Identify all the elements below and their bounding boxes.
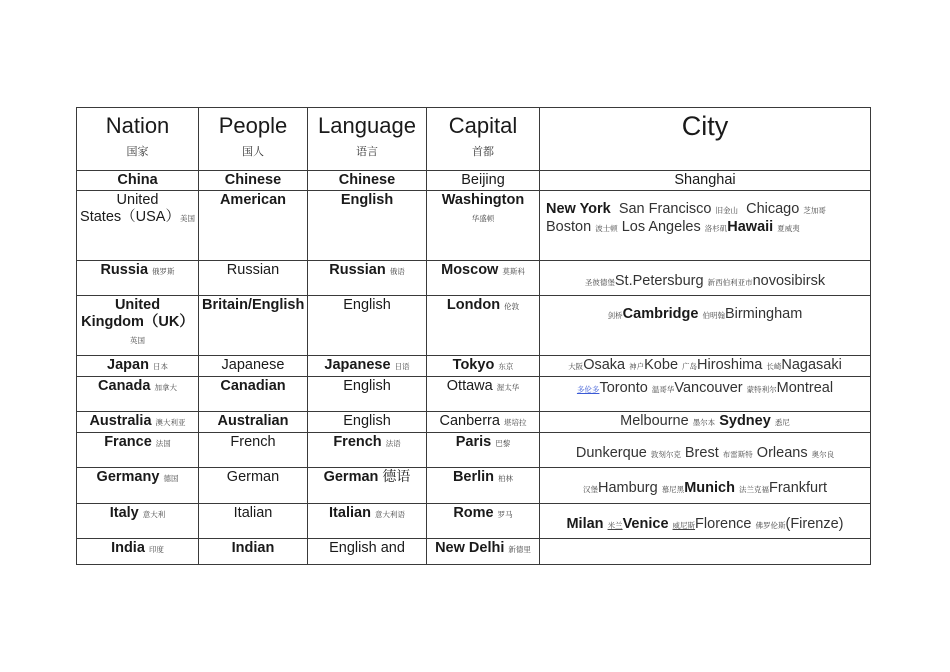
capital-cell [427, 412, 540, 433]
header-city-en: City [681, 111, 729, 141]
capital-zh: 伦敦 [504, 302, 520, 311]
city-name: (Firenze) [785, 516, 844, 532]
capital-zh: 东京 [498, 362, 514, 371]
city-zh: 蒙特利尔 [746, 385, 777, 394]
people-cell: Canadian [199, 377, 308, 412]
header-language [308, 108, 427, 171]
people-cell: Russian [199, 261, 308, 296]
city-name: Toronto [599, 380, 648, 396]
nation-en: Japan [107, 357, 149, 373]
language-en: French [333, 434, 382, 450]
city-zh: 威尼斯 [672, 521, 696, 530]
city-cell [540, 468, 871, 504]
table-row-russia [77, 261, 871, 296]
nation-zh: 日本 [152, 362, 168, 371]
language-cell: Chinese [308, 171, 427, 191]
people-cell: French [199, 433, 308, 468]
table-row-italy [77, 504, 871, 539]
capital-en: Ottawa [446, 378, 493, 394]
header-row [77, 108, 871, 171]
city-zh: 汉堡 [583, 485, 599, 494]
city-name: Osaka [583, 357, 626, 373]
nation-en: France [104, 434, 152, 450]
language-en: Italian [329, 505, 371, 521]
city-name: Nagasaki [781, 357, 842, 373]
nation-line1: United [114, 297, 161, 313]
city-zh: 旧金山 [715, 206, 739, 215]
city-line-2 [546, 219, 867, 237]
city-zh: 法兰克福 [738, 485, 769, 494]
capital-en: Berlin [452, 469, 495, 485]
city-zh: 悉尼 [774, 418, 790, 427]
city-name: Milan [566, 516, 604, 532]
city-cell [540, 191, 871, 261]
table-row-japan [77, 356, 871, 377]
city-cell [540, 433, 871, 468]
capital-cell [427, 261, 540, 296]
table-row-uk [77, 296, 871, 356]
nation-cell [77, 261, 199, 296]
capital-cell [427, 191, 540, 261]
nation-cell [77, 296, 199, 356]
language-zh: 俄语 [389, 267, 405, 276]
capital-zh: 柏林 [498, 474, 514, 483]
city-name: Frankfurt [768, 480, 827, 496]
capital-zh: 罗马 [497, 510, 513, 519]
language-en: Russian [329, 262, 386, 278]
city-name: Dunkerque [575, 445, 647, 461]
city-cell [540, 356, 871, 377]
table-row-china [77, 171, 871, 191]
city-name: Vancouver [674, 380, 743, 396]
city-zh: 布雷斯特 [722, 450, 753, 459]
capital-en: Tokyo [452, 357, 495, 373]
language-zh: 日语 [394, 362, 410, 371]
nation-cell [77, 356, 199, 377]
header-city [540, 108, 871, 171]
nation-en: Italy [109, 505, 139, 521]
nation-zh: 印度 [148, 545, 164, 554]
header-nation [77, 108, 199, 171]
capital-cell [427, 504, 540, 539]
nation-en: India [111, 540, 145, 556]
nation-cell [77, 433, 199, 468]
city-name: Melbourne [620, 413, 689, 429]
table-row-canada [77, 377, 871, 412]
language-cell: English [308, 296, 427, 356]
nation-cell [77, 539, 199, 565]
language-cell [308, 433, 427, 468]
city-name: Boston [546, 219, 592, 235]
header-people-zh: 国人 [242, 146, 264, 158]
city-cell [540, 504, 871, 539]
city-zh: 芝加哥 [803, 206, 826, 215]
table-row-australia [77, 412, 871, 433]
city-zh: 奥尔良 [811, 450, 835, 459]
city-name: Cambridge [622, 306, 699, 322]
city-name: Sydney [719, 413, 771, 429]
capital-cell [427, 539, 540, 565]
nation-line2: States（USA） [80, 209, 180, 225]
city-name: San Francisco [618, 201, 712, 217]
city-cell [540, 261, 871, 296]
city-name: Hawaii [727, 219, 774, 235]
city-zh: 长崎 [766, 362, 782, 371]
capital-en: New Delhi [435, 540, 505, 556]
capital-cell [427, 377, 540, 412]
table-row-germany [77, 468, 871, 504]
nation-line2: Kingdom（UK） [81, 314, 194, 330]
capital-zh: 堪培拉 [503, 418, 527, 427]
capital-en: Moscow [441, 262, 499, 278]
city-name: Orleans [756, 445, 808, 461]
capital-en: Paris [455, 434, 492, 450]
capital-cell [427, 356, 540, 377]
city-cell [540, 296, 871, 356]
language-cell [308, 504, 427, 539]
city-name: St.Petersburg [614, 273, 704, 289]
city-zh: 大阪 [568, 362, 584, 371]
city-cell [540, 539, 871, 565]
city-zh: 慕尼黑 [661, 485, 685, 494]
language-cell [308, 468, 427, 504]
nation-zh: 美国 [179, 214, 195, 223]
language-cell: English and [308, 539, 427, 565]
city-name: Venice [622, 516, 669, 532]
people-cell: Chinese [199, 171, 308, 191]
city-cell [540, 412, 871, 433]
city-zh: 伯明翰 [702, 311, 725, 320]
nation-zh: 加拿大 [154, 383, 177, 392]
people-cell: Australian [199, 412, 308, 433]
nation-line1: United [116, 192, 159, 208]
city-name: Munich [684, 480, 735, 496]
header-language-en: Language [318, 113, 416, 138]
nation-cell [77, 377, 199, 412]
nation-cell [77, 191, 199, 261]
city-name: Chicago [746, 201, 800, 217]
city-zh: 温哥华 [651, 385, 675, 394]
capital-en: Canberra [439, 413, 500, 429]
nation-zh: 德国 [163, 474, 179, 483]
city-line-1 [546, 201, 867, 219]
nation-zh: 俄罗斯 [152, 267, 175, 276]
nation-en: Australia [89, 413, 152, 429]
city-name: Brest [684, 445, 719, 461]
capital-cell [427, 468, 540, 504]
header-capital-en: Capital [448, 113, 518, 138]
capital-en: Rome [453, 505, 494, 521]
toronto-link[interactable]: 多伦多 [576, 385, 600, 394]
city-zh: 米兰 [607, 521, 623, 530]
people-cell: Britain/English [199, 296, 308, 356]
capital-zh: 莫斯科 [502, 267, 525, 276]
city-name: Hamburg [598, 480, 658, 496]
language-zh: 德语 [382, 469, 411, 485]
language-cell: English [308, 377, 427, 412]
capital-zh: 华盛顿 [471, 214, 495, 223]
capital-en: Washington [441, 192, 525, 208]
city-zh: 神户 [629, 362, 645, 371]
nation-cell [77, 412, 199, 433]
language-zh: 意大利语 [374, 510, 405, 519]
header-capital-zh: 首都 [472, 146, 494, 158]
city-cell [540, 377, 871, 412]
city-zh: 墨尔本 [692, 418, 716, 427]
capital-cell [427, 433, 540, 468]
capital-zh: 渥太华 [496, 383, 520, 392]
nation-zh: 法国 [155, 439, 171, 448]
nation-cell [77, 468, 199, 504]
nation-en: Germany [96, 469, 160, 485]
nation-zh: 澳大利亚 [155, 418, 186, 427]
table-row-india [77, 539, 871, 565]
language-cell [308, 261, 427, 296]
language-zh: 法语 [385, 439, 401, 448]
people-cell: Japanese [199, 356, 308, 377]
city-name: Montreal [776, 380, 834, 396]
nation-en: Russia [100, 262, 149, 278]
capital-zh: 巴黎 [495, 439, 511, 448]
header-language-zh: 语言 [356, 146, 378, 158]
city-zh: 夏威夷 [777, 224, 800, 233]
city-zh: 敦刻尔克 [650, 450, 681, 459]
city-zh: 新西伯利亚市 [707, 278, 753, 287]
table-row-france [77, 433, 871, 468]
city-zh: 洛杉矶 [704, 224, 728, 233]
city-name: Florence [695, 516, 752, 532]
nation-en: Canada [98, 378, 151, 394]
capital-cell [427, 296, 540, 356]
language-cell [308, 356, 427, 377]
nation-cell: China [77, 171, 199, 191]
people-cell: American [199, 191, 308, 261]
city-name: New York [546, 201, 611, 217]
city-name: Hiroshima [697, 357, 763, 373]
people-cell: German [199, 468, 308, 504]
city-cell: Shanghai [540, 171, 871, 191]
header-nation-en: Nation [105, 113, 170, 138]
header-capital [427, 108, 540, 171]
city-zh: 圣彼德堡 [584, 278, 615, 287]
city-zh: 佛罗伦斯 [755, 521, 786, 530]
language-cell: English [308, 191, 427, 261]
header-nation-zh: 国家 [126, 146, 149, 158]
nation-zh: 英国 [130, 336, 145, 345]
capital-en: London [446, 297, 501, 313]
people-cell: Indian [199, 539, 308, 565]
people-cell: Italian [199, 504, 308, 539]
table-row-usa [77, 191, 871, 261]
city-zh: 广岛 [682, 362, 698, 371]
city-name: Birmingham [724, 306, 803, 322]
header-people [199, 108, 308, 171]
city-zh: 剑桥 [607, 311, 623, 320]
city-name: novosibirsk [752, 273, 826, 289]
language-en: Japanese [324, 357, 391, 373]
language-cell: English [308, 412, 427, 433]
nation-zh: 意大利 [142, 510, 166, 519]
language-en: German [323, 469, 379, 485]
header-people-en: People [218, 113, 288, 138]
capital-cell: Beijing [427, 171, 540, 191]
nation-cell [77, 504, 199, 539]
city-zh: 波士顿 [595, 224, 618, 233]
city-name: Los Angeles [621, 219, 701, 235]
capital-zh: 新德里 [508, 545, 531, 554]
city-name: Kobe [644, 357, 679, 373]
vocabulary-table [76, 107, 871, 565]
